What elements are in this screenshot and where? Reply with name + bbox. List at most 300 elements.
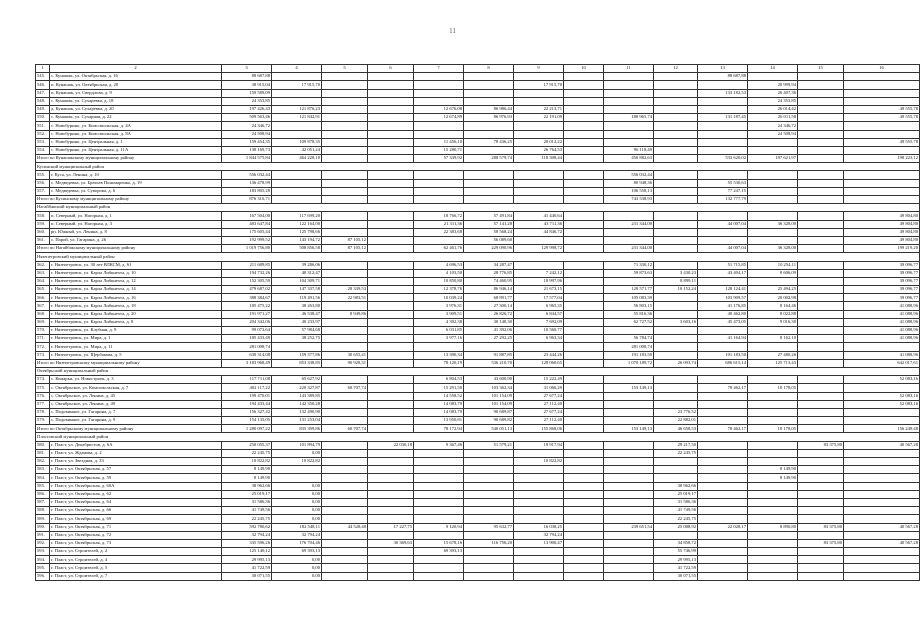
table-cell: 39 096,77 [844,294,920,302]
table-cell [322,155,368,163]
table-cell [748,490,798,498]
row-number: 580. [36,441,50,449]
table-cell [564,277,604,285]
table-cell: 58 568,24 [464,228,514,236]
table-cell: 49 804,80 [844,236,920,244]
table-cell: 26 014,42 [748,105,798,113]
table-cell [514,515,564,523]
table-cell [322,89,368,97]
table-cell: 86 986,44 [464,105,514,113]
table-cell: 1 280 097,22 [222,425,272,433]
column-header: 2 [50,65,222,73]
row-number: 566. [36,294,50,302]
table-cell: 19 917,94 [514,441,564,449]
table-cell: 29 995,13 [654,556,698,564]
table-cell [564,507,604,515]
table-cell [798,302,844,310]
row-address: г. Пласт, ул. Октябрьская, д. 57 [50,466,222,474]
row-address: г. Пласт, ул. Строителей, д. 4 [50,556,222,564]
table-cell: 43 600,90 [464,376,514,384]
table-cell [844,343,920,351]
table-cell: 103 909,57 [698,294,748,302]
table-row [36,286,920,294]
table-cell [368,572,414,580]
header-row [36,65,920,73]
table-cell [604,539,654,547]
table-cell [604,556,654,564]
table-cell [514,507,564,515]
table-cell [798,73,844,81]
table-cell: 4 392,38 [414,318,464,326]
table-cell: 41 176,85 [698,302,748,310]
table-cell [844,531,920,539]
table-cell [514,89,564,97]
table-cell [748,482,798,490]
row-address: с. Октябрьское, ул. Ленина, д. 49 [50,400,222,408]
table-cell [514,449,564,457]
table-cell [698,392,748,400]
table-cell [564,294,604,302]
table-cell [844,556,920,564]
table-cell: 15 280,71 [414,146,464,154]
table-cell: 556 032,44 [222,171,272,179]
table-row [36,539,920,547]
table-cell [564,179,604,187]
table-cell [414,187,464,195]
table-cell: 13 900,47 [514,539,564,547]
row-number: 558. [36,212,50,220]
table-cell [414,466,464,474]
column-header: 8 [464,65,514,73]
table-cell: 22 245,75 [222,449,272,457]
column-header: 6 [368,65,414,73]
table-cell [798,294,844,302]
table-cell: 29 217,50 [654,441,698,449]
row-address: г. Нязепетровск, ул. Карла Либкнехта, д. 8 [50,318,222,326]
table-cell: 40 567,28 [844,523,920,531]
table-cell: 156 249,48 [844,425,920,433]
table-cell [414,171,464,179]
table-cell [564,261,604,269]
table-cell: 10 152,24 [654,286,698,294]
table-cell [748,236,798,244]
table-cell [748,179,798,187]
table-cell [654,343,698,351]
table-cell [464,187,514,195]
table-cell [564,286,604,294]
table-cell [322,466,368,474]
table-row [36,179,920,187]
table-cell [414,196,464,204]
table-cell [322,187,368,195]
table-cell: 3 430,23 [654,269,698,277]
table-row [36,122,920,130]
table-cell [368,73,414,81]
table-cell: 119 491,56 [272,294,322,302]
table-cell: 44 007,04 [698,245,748,253]
table-cell [698,548,748,556]
table-cell: 479 687,02 [222,286,272,294]
table-cell: 28 339,53 [322,286,368,294]
table-cell: 69 393,13 [414,548,464,556]
table-cell [414,531,464,539]
table-cell [564,318,604,326]
table-cell: 8 890,80 [748,523,798,531]
table-cell [272,343,322,351]
row-number: 571. [36,335,50,343]
table-cell [322,417,368,425]
table-cell: 125 140,12 [222,548,272,556]
table-cell [698,212,748,220]
total-row [36,359,920,367]
table-row [36,351,920,359]
table-cell: 30 369,63 [368,539,414,547]
row-address: с. Новобурино, ул. Центральная, д. 1 [50,138,222,146]
row-number: 560. [36,228,50,236]
table-cell: 41 440,64 [514,212,564,220]
table-cell [604,417,654,425]
table-row [36,515,920,523]
table-cell: 105 083,39 [604,294,654,302]
table-cell: 88 687,88 [698,73,748,81]
table-cell: 12 378,76 [414,286,464,294]
row-address: с. Подовинное, ул. Гагарина, д. 9 [50,417,222,425]
table-cell [322,408,368,416]
table-cell [844,449,920,457]
table-cell [654,400,698,408]
table-cell: 24 353,85 [748,97,798,105]
table-cell: 191 183,50 [604,351,654,359]
table-cell [368,515,414,523]
row-number: 559. [36,220,50,228]
table-cell: 39 096,77 [844,277,920,285]
table-cell [564,417,604,425]
table-cell: 142 350,28 [272,400,322,408]
table-cell [654,310,698,318]
table-cell: 3 976,31 [414,302,464,310]
table-cell: 25 019,17 [222,490,272,498]
table-cell: 38 915,04 [222,81,272,89]
table-cell [654,474,698,482]
table-row [36,220,920,228]
table-cell [798,548,844,556]
table-cell [604,392,654,400]
table-cell: 99 073,64 [222,327,272,335]
table-cell: 509 563,46 [222,114,272,122]
table-cell [322,490,368,498]
table-cell: 51 579,21 [464,441,514,449]
table-cell [272,187,322,195]
table-row [36,556,920,564]
table-body [36,65,920,581]
table-cell [654,220,698,228]
table-cell [604,572,654,580]
row-number: 593. [36,548,50,556]
table-cell: 38 962,66 [222,482,272,490]
table-cell: 0,00 [272,490,322,498]
table-cell: 8 149,90 [748,466,798,474]
table-cell [654,138,698,146]
table-cell [368,228,414,236]
table-cell [464,498,514,506]
table-cell [272,171,322,179]
table-cell [322,515,368,523]
table-cell [654,114,698,122]
table-cell [798,531,844,539]
table-cell [604,81,654,89]
table-cell [604,482,654,490]
table-cell [798,417,844,425]
table-cell [368,294,414,302]
table-row [36,466,920,474]
table-cell [564,335,604,343]
row-number: 584. [36,474,50,482]
table-cell [798,490,844,498]
table-cell: 388 384,67 [222,294,272,302]
table-cell: 1 844 575,84 [222,155,272,163]
table-row [36,531,920,539]
table-cell [564,425,604,433]
table-cell [368,171,414,179]
table-cell [748,400,798,408]
table-cell [322,335,368,343]
row-address: г. Нязепетровск, ул. Карла Либкнехта, д. 10 [50,269,222,277]
table-cell [748,343,798,351]
table-cell: 41 722,59 [222,564,272,572]
row-address: г. Пласт, ул. Октябрьская, д. 60А [50,482,222,490]
table-cell: 39 096,77 [844,261,920,269]
table-cell: 8 149,90 [222,466,272,474]
table-cell [414,458,464,466]
table-cell: 630 314,08 [222,351,272,359]
table-cell: 101 183,50 [698,351,748,359]
table-cell [748,531,798,539]
table-cell [654,466,698,474]
table-cell: 57 141,28 [464,220,514,228]
table-cell: 185 433,49 [222,335,272,343]
table-cell [564,327,604,335]
table-cell: 6 963,34 [514,335,564,343]
row-number: 570. [36,327,50,335]
table-cell [604,130,654,138]
section-title: Пластовский муниципальный район [36,433,920,441]
table-cell [798,155,844,163]
row-number: 583. [36,466,50,474]
table-cell: 65 627,92 [272,376,322,384]
row-address: г. Нязепетровск, ул. Клубная, д. 9 [50,327,222,335]
column-header: 14 [748,65,798,73]
table-cell: 41 392,06 [464,327,514,335]
row-number: 585. [36,482,50,490]
table-cell [604,507,654,515]
table-cell: 60 707,74 [322,425,368,433]
table-cell [322,458,368,466]
table-cell [464,146,514,154]
table-cell [414,564,464,572]
table-cell: 44 007,04 [698,220,748,228]
table-row [36,474,920,482]
table-cell: 743 538,93 [604,196,654,204]
row-address: г. Нязепетровск, ул. Щербакова, д. 5 [50,351,222,359]
table-cell [368,122,414,130]
table-cell: 30 148,30 [464,318,514,326]
row-address: с. Комарьи, ул. Новостроек, д. 3 [50,376,222,384]
table-row [36,458,920,466]
table-cell: 20 999,94 [748,81,798,89]
table-cell [748,138,798,146]
table-row [36,187,920,195]
table-row [36,507,920,515]
table-cell: 0,00 [272,556,322,564]
table-cell [844,384,920,392]
row-address: г. Пласт, ул. Октябрьская, д. 69 [50,515,222,523]
table-cell [798,146,844,154]
column-header: 11 [604,65,654,73]
table-cell: 10 039,24 [414,294,464,302]
table-cell [564,89,604,97]
table-cell: 536 210,70 [464,359,514,367]
table-cell: 159 454,35 [222,138,272,146]
table-cell [844,498,920,506]
row-number: 588. [36,507,50,515]
table-cell [564,351,604,359]
table-cell [564,449,604,457]
table-cell [272,73,322,81]
table-cell [798,400,844,408]
table-cell [654,302,698,310]
table-cell [698,572,748,580]
table-row [36,523,920,531]
table-cell: 43 711,36 [514,220,564,228]
table-cell: 49 555,78 [844,105,920,113]
table-cell [514,343,564,351]
table-cell [604,212,654,220]
row-number: 550. [36,114,50,122]
table-cell [414,474,464,482]
total-row [36,245,920,253]
section-row [36,433,920,441]
table-cell: 211 689,85 [222,261,272,269]
table-cell: 15 678,16 [414,539,464,547]
table-cell: 26 764,53 [514,146,564,154]
row-address: г. Нязепетровск, ул. Карла Либкнехта, д. 14 [50,286,222,294]
table-cell [698,458,748,466]
table-cell: 101 154,09 [464,392,514,400]
row-number: 590. [36,523,50,531]
table-cell [844,515,920,523]
table-cell: 41 722,59 [654,564,698,572]
table-row [36,310,920,318]
table-cell [564,122,604,130]
table-cell [654,196,698,204]
row-address: п. Кунашак, ул. Октябрьская, д. 20 [50,81,222,89]
table-cell [564,245,604,253]
table-cell [464,507,514,515]
table-row [36,146,920,154]
row-address: с. Медведевка, ул. Суворова, д. 6 [50,187,222,195]
table-cell: 40 312,47 [272,269,322,277]
table-cell [514,490,564,498]
table-cell [322,327,368,335]
table-cell [514,474,564,482]
table-cell [698,441,748,449]
row-address: г. Пласт, ул. Октябрьская, д. 66 [50,507,222,515]
row-number: 589. [36,515,50,523]
table-cell [322,122,368,130]
table-cell: 28 776,85 [464,269,514,277]
table-cell [368,482,414,490]
row-address: г. Пласт, ул. Октябрьская, д. 71 [50,523,222,531]
row-number: 546. [36,81,50,89]
table-cell: 197 621,97 [748,155,798,163]
table-cell [368,89,414,97]
table-cell [654,384,698,392]
row-number: 592. [36,539,50,547]
row-number: 562. [36,261,50,269]
table-row [36,302,920,310]
table-cell [464,122,514,130]
table-cell [564,310,604,318]
table-cell: 8 022,88 [748,310,798,318]
table-cell [654,122,698,130]
table-cell: 24 353,85 [222,97,272,105]
table-cell [564,572,604,580]
table-cell [798,482,844,490]
table-cell: 55 746,99 [654,548,698,556]
row-address: с. Медведевка, ул. Братьев Пономаренко, д. 19 [50,179,222,187]
table-cell: 239 651,54 [604,523,654,531]
table-row [36,441,920,449]
table-cell [272,466,322,474]
table-cell [604,236,654,244]
table-cell [322,343,368,351]
total-label: Итого по Нагайбакскому муниципальному району [36,245,222,253]
table-cell [464,81,514,89]
table-row [36,97,920,105]
row-address: рп. Южный, ул. Ленина, д. 8 [50,228,222,236]
table-cell: 46 658,53 [654,425,698,433]
table-cell [698,474,748,482]
table-cell: 10 822,82 [222,458,272,466]
table-cell: 0,00 [272,572,322,580]
table-cell: 8 899,11 [654,277,698,285]
table-cell: 129 571,77 [604,286,654,294]
row-number: 586. [36,490,50,498]
table-cell [514,73,564,81]
table-cell: 95 632,77 [464,523,514,531]
row-number: 572. [36,343,50,351]
table-row [36,114,920,122]
table-cell: 57 339,92 [414,155,464,163]
table-cell: 143 389,85 [272,392,322,400]
table-row [36,490,920,498]
table-cell [654,351,698,359]
table-cell: 38 252,75 [272,335,322,343]
row-number: 591. [36,531,50,539]
table-cell [564,539,604,547]
table-cell [368,105,414,113]
table-cell: 229 090,96 [464,245,514,253]
table-cell [464,548,514,556]
table-cell [368,146,414,154]
table-cell [798,351,844,359]
table-cell [654,97,698,105]
table-cell: 39 096,77 [844,269,920,277]
table-cell [698,122,748,130]
table-cell: 6 804,53 [414,376,464,384]
table-cell: 128 060,65 [514,359,564,367]
table-cell [798,343,844,351]
